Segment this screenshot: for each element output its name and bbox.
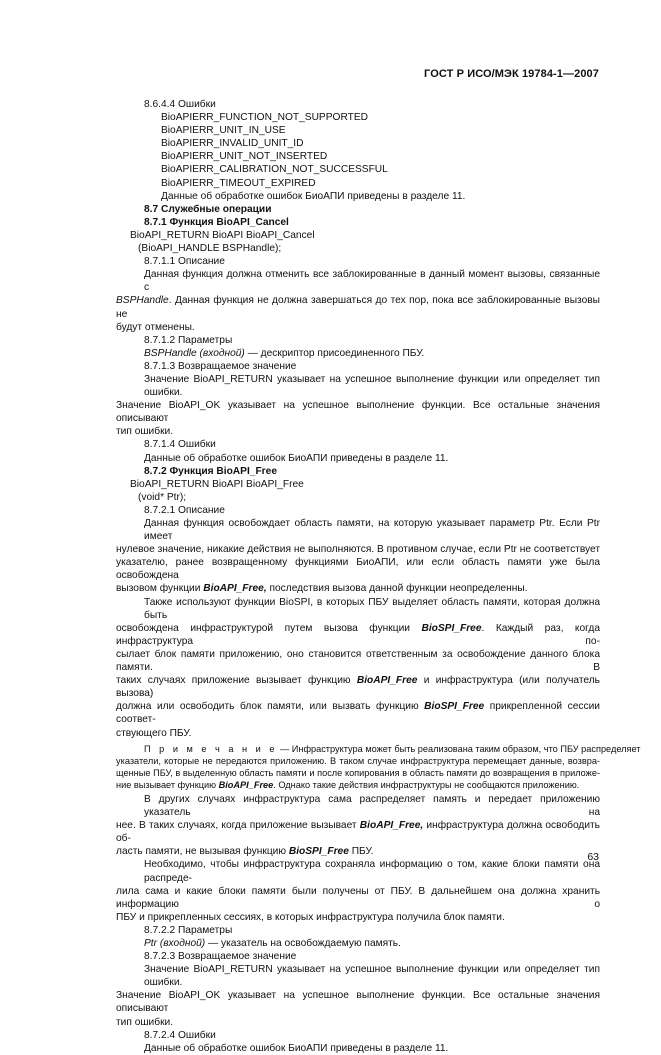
body-text bbox=[116, 674, 600, 700]
note-text bbox=[116, 779, 600, 791]
section-heading: 8.7.2.2 Параметры bbox=[144, 924, 233, 936]
error-code: BioAPIERR_UNIT_IN_USE bbox=[161, 125, 286, 137]
section-heading: 8.7.2.3 Возвращаемое значение bbox=[144, 951, 297, 963]
text-span: и инфраструктура (или получатель вызова) bbox=[116, 675, 600, 700]
body-text: Данные об обработке ошибок БиоАПИ приведены в разделе 11. bbox=[144, 1042, 449, 1054]
note-text: щенные ПБУ, в выделенную область памяти и после копирования в область памяти до возвращения в приложе- bbox=[116, 767, 600, 778]
body-text: Данная функция освобождает область памяти, на которую указывает параметр Ptr. Если Ptr имеет bbox=[144, 518, 600, 543]
text-span: нее. В таких случаях, когда приложение вызывает bbox=[116, 820, 360, 832]
section-heading: 8.7.1.4 Ошибки bbox=[144, 439, 216, 451]
body-text: В других случаях инфраструктура сама распределяет память и передает приложению указатель на bbox=[144, 793, 600, 819]
body-text bbox=[116, 700, 600, 726]
text-span: . Каждый раз, когда инфраструктура по- bbox=[116, 622, 600, 647]
body-text: ствующего ПБУ. bbox=[116, 727, 192, 739]
section-heading: 8.7.2.1 Описание bbox=[144, 504, 225, 516]
section-heading: 8.7.1.2 Параметры bbox=[144, 334, 233, 346]
body-text: Данные об обработке ошибок БиоАПИ приведены в разделе 11. bbox=[161, 190, 466, 202]
body-text: Данная функция должна отменить все заблокированные в данный момент вызовы, связанные с bbox=[144, 269, 600, 294]
note-block bbox=[116, 743, 641, 791]
function-name: BioAPI_Free bbox=[356, 675, 418, 687]
body-text bbox=[116, 582, 600, 595]
section-heading: 8.7 Служебные операции bbox=[144, 203, 272, 215]
text-span: освобождена инфраструктурой путем вызова функции bbox=[116, 622, 422, 634]
section-heading: 8.7.1.3 Возвращаемое значение bbox=[144, 360, 297, 372]
body-text: Значение BioAPI_RETURN указывает на успешное выполнение функции или определяет тип ошибки. bbox=[144, 964, 600, 989]
function-name: BioSPI_Free bbox=[424, 701, 485, 713]
section-heading: 8.7.1 Функция BioAPI_Cancel bbox=[144, 216, 289, 228]
text-span: ласть памяти, не вызывая функцию bbox=[116, 846, 289, 858]
body-text: указателю, ранее возвращенному функциями БиоАПИ, или если область памяти уже была освобождена bbox=[116, 557, 600, 582]
note-label: П р и м е ч а н и е bbox=[144, 743, 278, 754]
error-code: BioAPIERR_TIMEOUT_EXPIRED bbox=[161, 177, 316, 189]
body-text: тип ошибки. bbox=[116, 1016, 174, 1028]
text-span: ПБУ. bbox=[348, 846, 374, 858]
section-heading: 8.6.4.4 Ошибки bbox=[144, 99, 216, 110]
body-text: ПБУ и прикрепленных сессиях, в которых инфраструктура получила блок памяти. bbox=[116, 911, 505, 923]
document-body bbox=[116, 98, 641, 1055]
error-code: BioAPIERR_UNIT_NOT_INSERTED bbox=[161, 151, 328, 163]
body-text: будут отменены. bbox=[116, 321, 195, 333]
body-text: Значение BioAPI_RETURN указывает на успешное выполнение функции или определяет тип ошибки. bbox=[144, 373, 600, 399]
body-text bbox=[116, 622, 600, 648]
section-heading: 8.7.1.1 Описание bbox=[144, 256, 225, 268]
function-name: BioSPI_Free bbox=[288, 846, 349, 858]
function-signature: (BioAPI_HANDLE BSPHandle); bbox=[138, 243, 282, 255]
body-text: сылает блок памяти приложению, оно становится ответственным за освобождение данного блока памяти. В bbox=[116, 648, 600, 674]
function-name: BioSPI_Free bbox=[421, 622, 482, 634]
body-text bbox=[116, 845, 600, 858]
error-code: BioAPIERR_FUNCTION_NOT_SUPPORTED bbox=[161, 112, 368, 124]
body-text bbox=[116, 294, 600, 320]
body-text: нулевое значение, никакие действия не выполняются. В противном случае, если Ptr не соответствует bbox=[116, 544, 600, 556]
parameter-name: Ptr (входной) bbox=[144, 938, 206, 949]
text-span: прикрепленной сессии соответ- bbox=[116, 701, 600, 726]
text-span: . Данная функция не должна завершаться до тех пор, пока все заблокированные вызовы не bbox=[116, 295, 600, 320]
body-text: лила сама и какие блоки памяти были получены от ПБУ. В дальнейшем она должна хранить информацию о bbox=[116, 885, 600, 910]
text-span: таких случаях приложение вызывает функцию bbox=[116, 675, 357, 687]
body-text: тип ошибки. bbox=[116, 426, 174, 438]
body-text: Данные об обработке ошибок БиоАПИ приведены в разделе 11. bbox=[144, 452, 449, 464]
parameter-line bbox=[116, 347, 600, 360]
function-name: BioAPI_Free, bbox=[203, 583, 267, 595]
parameter-desc: — указатель на освобождаемую память. bbox=[205, 938, 401, 949]
text-span: . Однако такие действия инфраструктуры не сообщаются приложению. bbox=[273, 779, 580, 790]
text-span: инфраструктура должна освободить об- bbox=[116, 820, 600, 845]
error-code: BioAPIERR_CALIBRATION_NOT_SUCCESSFUL bbox=[161, 164, 388, 176]
text-span: последствия вызова данной функции неопределенны. bbox=[266, 583, 528, 595]
body-text: Значение BioAPI_OK указывает на успешное выполнение функции. Все остальные значения описывают bbox=[116, 990, 600, 1015]
section-heading: 8.7.2 Функция BioAPI_Free bbox=[144, 465, 277, 477]
note-text bbox=[116, 743, 641, 755]
section-heading: 8.7.2.4 Ошибки bbox=[144, 1029, 216, 1041]
document-header: ГОСТ Р ИСО/МЭК 19784-1—2007 bbox=[424, 68, 599, 80]
body-text: Значение BioAPI_OK указывает на успешное выполнение функции. Все остальные значения описывают bbox=[116, 400, 600, 425]
function-signature: BioAPI_RETURN BioAPI BioAPI_Free bbox=[130, 478, 304, 490]
note-text: указатели, которые не передаются приложению. В таком случае инфраструктура перемещает данные, возвра- bbox=[116, 755, 600, 766]
function-name: BioAPI_Free bbox=[218, 779, 274, 790]
body-text bbox=[116, 819, 600, 845]
function-signature: (void* Ptr); bbox=[138, 491, 187, 503]
text-span: должна или освободить блок памяти, или вызвать функцию bbox=[116, 701, 425, 713]
body-text: Также используют функции BioSPI, в которых ПБУ выделяет область памяти, которая должна быть bbox=[144, 596, 600, 621]
function-signature: BioAPI_RETURN BioAPI BioAPI_Cancel bbox=[130, 229, 315, 241]
text-span: — Инфраструктура может быть реализована таким образом, что ПБУ распределяет bbox=[277, 743, 641, 754]
text-span: ние вызывает функцию bbox=[116, 779, 219, 790]
term: BSPHandle bbox=[116, 295, 169, 307]
function-name: BioAPI_Free, bbox=[359, 820, 424, 832]
page-number: 63 bbox=[587, 851, 599, 863]
parameter-line bbox=[116, 937, 600, 950]
parameter-desc: — дескриптор присоединенного ПБУ. bbox=[244, 347, 425, 359]
error-code: BioAPIERR_INVALID_UNIT_ID bbox=[161, 138, 304, 150]
body-text: Необходимо, чтобы инфраструктура сохраняла информацию о том, какие блоки памяти она распреде- bbox=[144, 859, 600, 884]
text-span: вызовом функции bbox=[116, 583, 204, 595]
parameter-name: BSPHandle (входной) bbox=[144, 347, 245, 359]
